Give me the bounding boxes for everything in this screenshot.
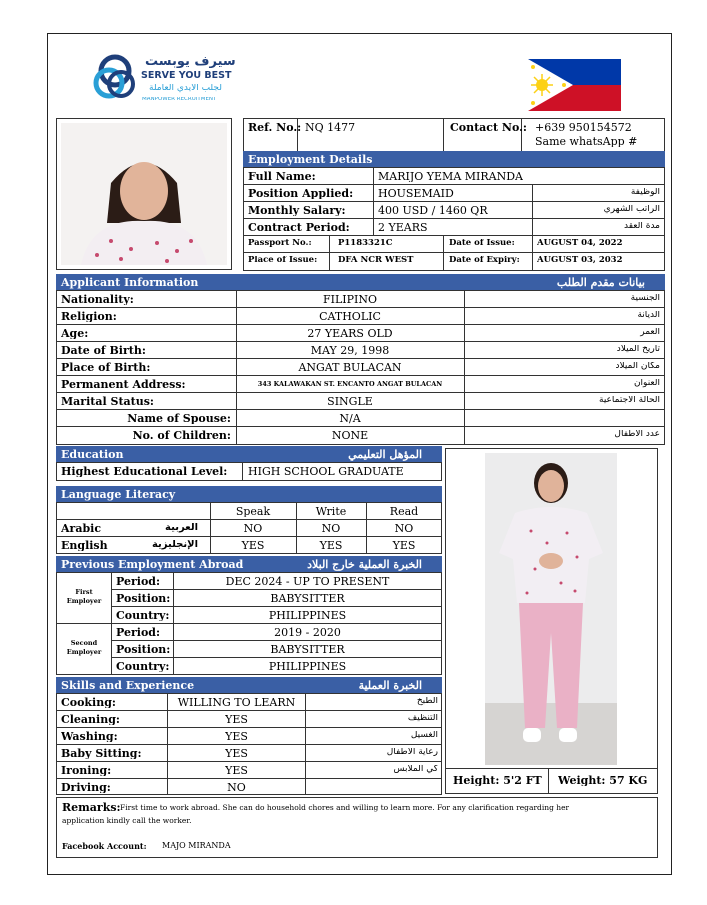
employment-row-arabic: الراتب الشهري xyxy=(603,205,660,214)
applicant-header xyxy=(56,274,665,291)
weight-value: Weight: 57 KG xyxy=(558,775,648,786)
skill-value: WILLING TO LEARN xyxy=(177,697,296,708)
employment-header: Employment Details xyxy=(243,151,665,168)
language-name: Arabic xyxy=(61,523,102,534)
full-body-photo xyxy=(485,453,617,765)
brand-arabic: سيرف يوبست xyxy=(145,55,236,68)
skill-arabic: التنظيف xyxy=(407,714,438,723)
applicant-row-arabic: العمر xyxy=(640,328,660,337)
skill-value: YES xyxy=(225,714,248,725)
philippine-flag xyxy=(528,59,621,111)
language-column-header: Read xyxy=(389,506,419,517)
employment-history-label: Position: xyxy=(116,593,171,604)
employment-history-value: 2019 - 2020 xyxy=(274,627,341,638)
language-column-header: Speak xyxy=(235,506,271,517)
education-label: Highest Educational Level: xyxy=(61,466,228,477)
brand-tagline: MANPOWER RECRUITMENT xyxy=(142,97,217,102)
passport-value: P1183321C xyxy=(338,239,393,248)
brand-arabic-tag: لجلب الايدي العاملة xyxy=(149,84,222,93)
applicant-row-arabic: الحالة الاجتماعية xyxy=(599,396,660,405)
applicant-header-ar: بيانات مقدم الطلب xyxy=(556,276,645,289)
employment-row-arabic: الوظيفة xyxy=(630,188,660,197)
remarks-text-2: application kindly call the worker. xyxy=(62,817,192,825)
skill-value: YES xyxy=(225,765,248,776)
brand-name: SERVE YOU BEST xyxy=(141,71,232,81)
place-label: Place of Issue: xyxy=(248,256,318,265)
applicant-row-value: MAY 29, 1998 xyxy=(310,345,390,356)
skill-value: YES xyxy=(225,731,248,742)
applicant-row-value: FILIPINO xyxy=(322,294,378,305)
place-value: DFA NCR WEST xyxy=(338,256,414,265)
applicant-row-value: N/A xyxy=(339,413,361,424)
previous-header-title: Previous Employment Abroad xyxy=(61,558,244,571)
issue-label: Date of Issue: xyxy=(449,239,515,248)
applicant-row-label: Name of Spouse: xyxy=(127,413,231,424)
applicant-row-label: Permanent Address: xyxy=(61,379,186,390)
applicant-row-arabic: الجنسية xyxy=(630,294,660,303)
applicant-header-title: Applicant Information xyxy=(61,276,199,289)
employment-history-label: Country: xyxy=(116,661,170,672)
applicant-row-label: Religion: xyxy=(61,311,117,322)
applicant-row-arabic: تاريخ الميلاد xyxy=(616,345,660,354)
applicant-row-value: CATHOLIC xyxy=(319,311,381,322)
remarks-label: Remarks: xyxy=(62,802,121,813)
employment-row-label: Full Name: xyxy=(248,171,316,182)
employment-row-value: 400 USD / 1460 QR xyxy=(378,205,488,216)
applicant-row-label: Date of Birth: xyxy=(61,345,146,356)
education-value: HIGH SCHOOL GRADUATE xyxy=(248,466,404,477)
employment-history-label: Period: xyxy=(116,627,161,638)
previous-header xyxy=(56,556,442,573)
language-level-value: NO xyxy=(321,523,341,534)
employment-history-value: BABYSITTER xyxy=(270,644,345,655)
applicant-row-label: Age: xyxy=(61,328,89,339)
skills-header-title: Skills and Experience xyxy=(61,679,195,692)
employment-row-label: Contract Period: xyxy=(248,222,350,233)
language-level-value: NO xyxy=(394,523,414,534)
employment-history-label: Country: xyxy=(116,610,170,621)
applicant-row-value: SINGLE xyxy=(327,396,373,407)
applicant-row-label: Marital Status: xyxy=(61,396,154,407)
language-level-value: YES xyxy=(241,540,265,551)
language-level-value: YES xyxy=(392,540,416,551)
face-photo xyxy=(56,118,232,270)
applicant-row-label: Nationality: xyxy=(61,294,134,305)
language-name: English xyxy=(61,540,108,551)
skill-label: Cleaning: xyxy=(61,714,120,725)
employment-row-value: MARIJO YEMA MIRANDA xyxy=(378,171,523,182)
contact-note: Same whatsApp # xyxy=(535,136,638,147)
issue-value: AUGUST 04, 2022 xyxy=(537,239,623,248)
applicant-row-label: No. of Children: xyxy=(132,430,231,441)
employment-row-label: Position Applied: xyxy=(248,188,354,199)
skill-label: Ironing: xyxy=(61,765,112,776)
employment-row-value: 2 YEARS xyxy=(378,222,428,233)
facebook-value: MAJO MIRANDA xyxy=(162,842,231,850)
education-header-ar: المؤهل التعليمي xyxy=(348,448,422,461)
employment-history-label: Period: xyxy=(116,576,161,587)
applicant-row-value: 27 YEARS OLD xyxy=(307,328,393,339)
language-level-value: YES xyxy=(319,540,343,551)
facebook-label: Facebook Account: xyxy=(62,842,147,850)
applicant-row-arabic: الديانة xyxy=(637,311,660,320)
skill-arabic: الغسيل xyxy=(410,731,438,740)
skill-label: Driving: xyxy=(61,782,111,793)
employer-tag: Second xyxy=(70,640,98,647)
language-header: Language Literacy xyxy=(56,486,442,503)
contact-label: Contact No.: xyxy=(450,122,527,133)
skill-label: Washing: xyxy=(61,731,118,742)
applicant-row-value: NONE xyxy=(331,430,369,441)
expiry-value: AUGUST 03, 2032 xyxy=(537,256,623,265)
education-header-title: Education xyxy=(61,448,124,461)
applicant-row-value: ANGAT BULACAN xyxy=(298,362,402,373)
height-value: Height: 5'2 FT xyxy=(453,775,542,786)
employer-tag: First xyxy=(75,589,93,596)
ref-value: NQ 1477 xyxy=(305,122,356,133)
employment-history-value: BABYSITTER xyxy=(270,593,345,604)
employment-row-value: HOUSEMAID xyxy=(378,188,454,199)
employment-history-value: DEC 2024 - UP TO PRESENT xyxy=(225,576,390,587)
ref-label: Ref. No.: xyxy=(248,122,302,133)
skill-arabic: كي الملابس xyxy=(393,765,438,774)
skill-arabic: الطبخ xyxy=(416,697,438,706)
employment-row-label: Monthly Salary: xyxy=(248,205,346,216)
applicant-row-value: 343 KALAWAKAN ST. ENCANTO ANGAT BULACAN xyxy=(257,381,443,388)
skills-header xyxy=(56,677,442,694)
language-name-arabic: الإنجليزية xyxy=(151,540,198,550)
language-column-header: Write xyxy=(315,506,347,517)
skills-header-ar: الخبرة العملية xyxy=(358,679,422,692)
applicant-row-label: Place of Birth: xyxy=(61,362,151,373)
agency-logo xyxy=(93,53,236,108)
passport-label: Passport No.: xyxy=(248,239,312,248)
applicant-row-arabic: مكان الميلاد xyxy=(615,362,660,371)
previous-header-ar: الخبرة العملية خارج البلاد xyxy=(307,558,422,571)
knot-logo-icon xyxy=(93,53,137,103)
employment-history-value: PHILIPPINES xyxy=(268,610,347,621)
cv-page xyxy=(47,33,672,875)
employment-history-value: PHILIPPINES xyxy=(268,661,347,672)
skill-value: NO xyxy=(227,782,246,793)
employment-history-label: Position: xyxy=(116,644,171,655)
applicant-row-arabic: العنوان xyxy=(633,379,660,388)
employer-tag: Employer xyxy=(66,649,102,656)
employment-row-arabic: مدة العقد xyxy=(624,222,660,231)
remarks-text: First time to work abroad. She can do household chores and willing to learn more. For any clarification regarding her xyxy=(120,804,570,812)
applicant-row-arabic: عدد الاطفال xyxy=(614,430,660,439)
skill-value: YES xyxy=(225,748,248,759)
language-name-arabic: العربية xyxy=(165,523,198,533)
contact-value: +639 950154572 xyxy=(535,122,632,133)
employer-tag: Employer xyxy=(66,598,102,605)
education-header xyxy=(56,446,442,463)
language-level-value: NO xyxy=(243,523,263,534)
skill-label: Cooking: xyxy=(61,697,116,708)
skill-label: Baby Sitting: xyxy=(61,748,142,759)
expiry-label: Date of Expiry: xyxy=(449,256,520,265)
skill-arabic: رعاية الاطفال xyxy=(386,748,438,757)
